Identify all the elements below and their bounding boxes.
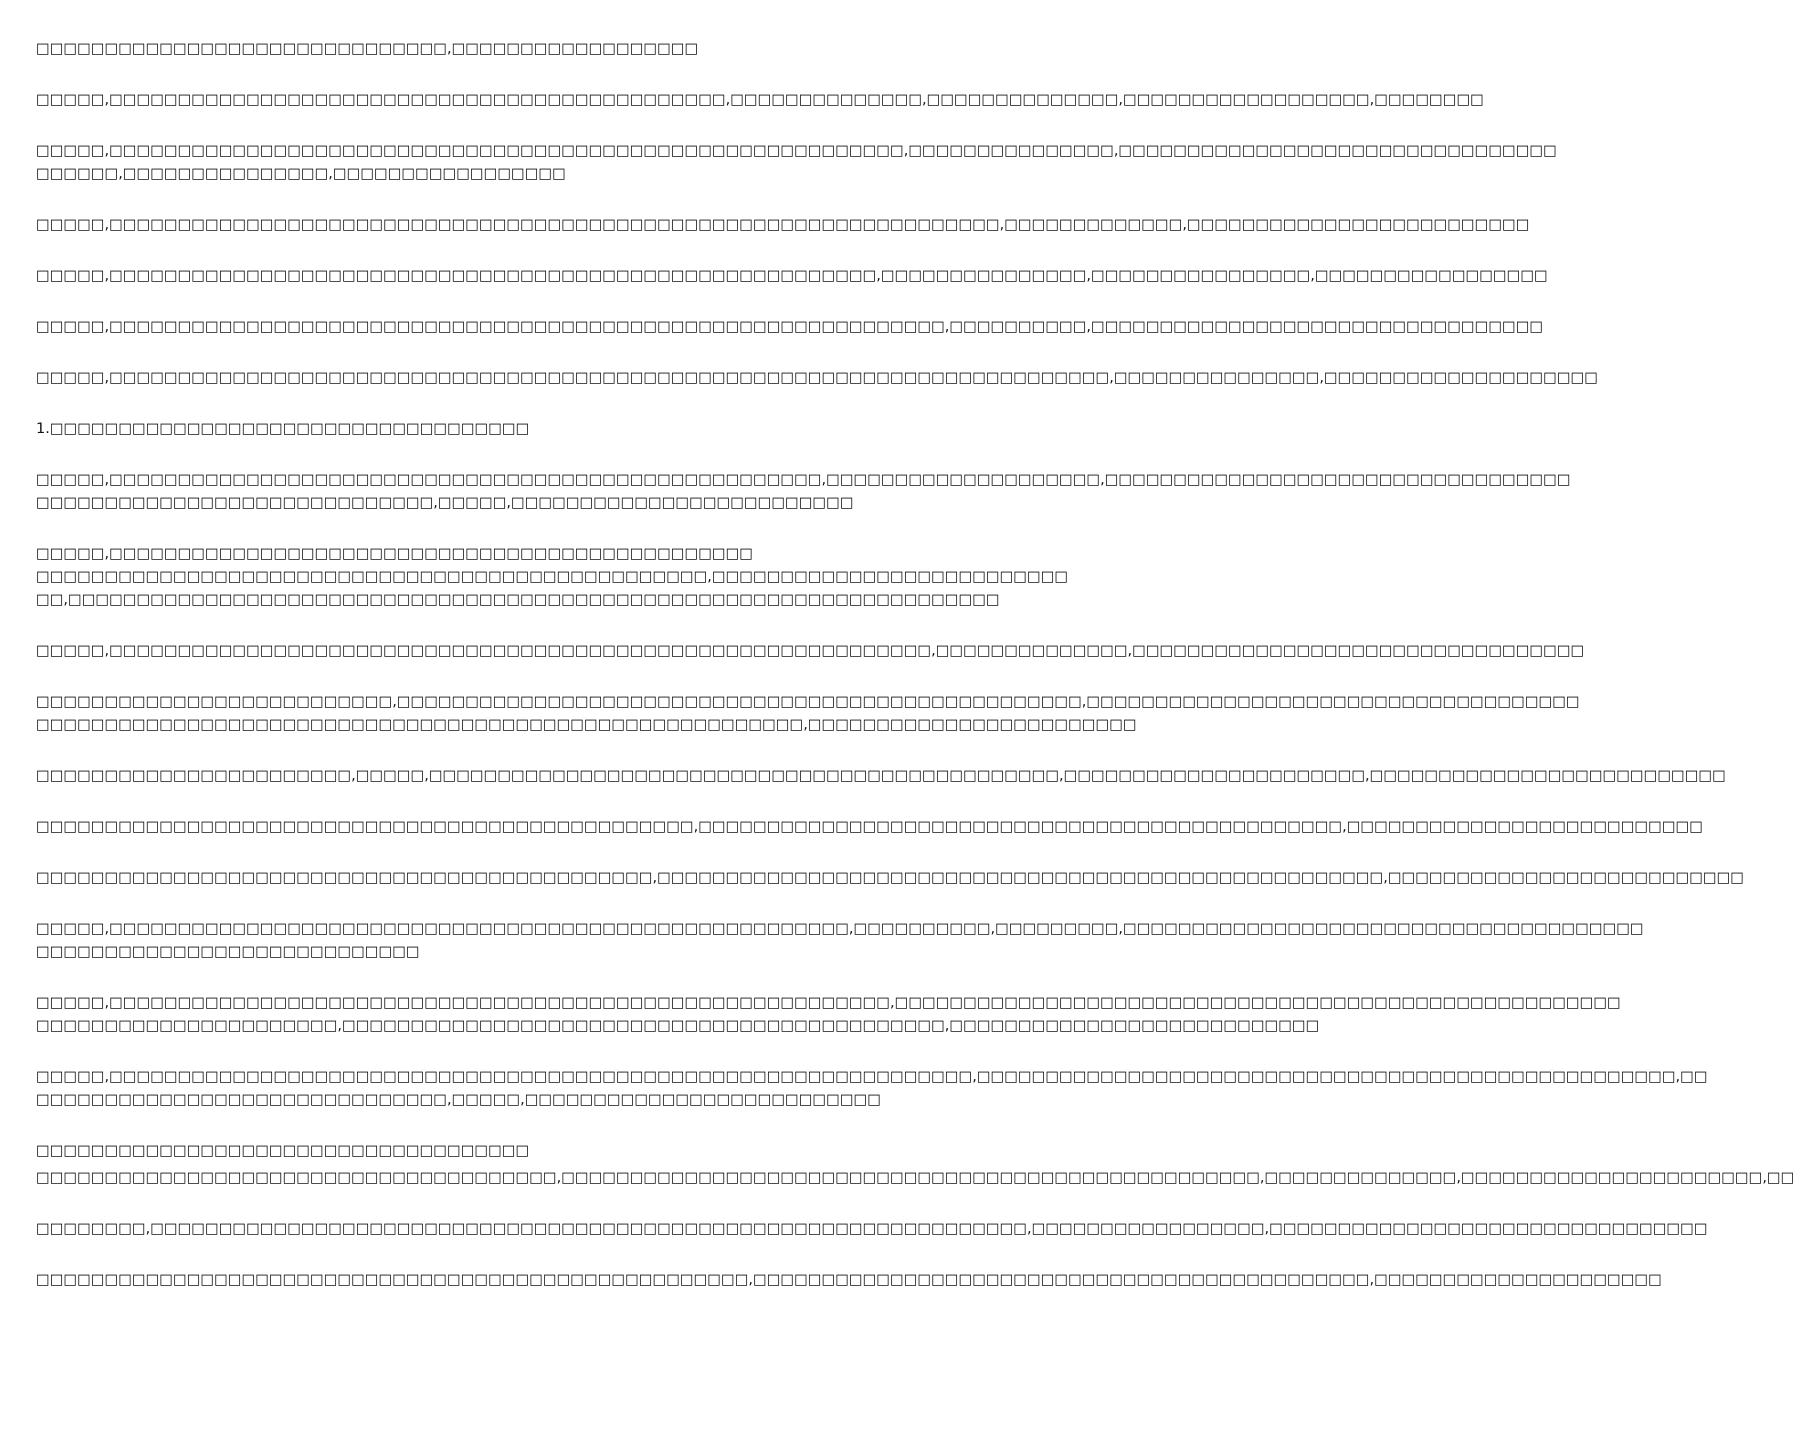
paragraph (36, 1167, 1794, 1190)
paragraph (36, 214, 1530, 237)
paragraph-line: □□□□□,□□□□□□□□□□□□□□□□□□□□□□□□□□□□□□□□□□□□□□□□□□□□□□□□□□□□□□□□□□□□,□□□□□□□□□□□□□□,□□□□□□□□□□□□□□□□□□□□□□□□□□□□□□□□□ (36, 643, 1585, 659)
paragraph-line: □□□□□□□□□□□□□□□□□□□□□□□□□□□□□□□□□□□□□□□□□□□□□□□□□□□□,□□□□□□□□□□□□□□□□□□□□□□□□□□□□□□□□□□□□□□□□□□□□□,□□□□□□□□□□□□□□□□□□□□□ (36, 1272, 1662, 1288)
paragraph (36, 418, 990, 441)
paragraph-line: □□□□□□□□□□□□□□□□□□□□□□□□□□□□□□□□□□□□□□,□□□□□□□□□□□□□□□□□□□□□□□□□□□□□□□□□□□□□□□□□□□□□□□□□□□,□□□□□□□□□□□□□□,□□□□□□□□□□□□□□□□□□□□□□,□□ (36, 1170, 1794, 1186)
paragraph-line: 1.□□□□□□□□□□□□□□□□□□□□□□□□□□□□□□□□□□□ (36, 421, 530, 437)
paragraph (36, 867, 1745, 890)
paragraph (36, 89, 1484, 112)
paragraph-line: □□□□□□□□□□□□□□□□□□□□□□□□□□□□ (36, 944, 420, 960)
paragraph (36, 316, 1544, 339)
paragraph-line: □□□□□,□□□□□□□□□□□□□□□□□□□□□□□□□□□□□□□□□□□□□□□□□□□□□□□□□□□□□□□□□□□□□□□□□□□□□□□□□,□□□□□□□□□□□□□□□,□□□□□□□□□□□□□□□□□□□□ (36, 370, 1598, 386)
paragraph-line: □□□□□□□□□□□□□□□□□□□□□□□□□□□□□□□□□□□□□□□□□□□□□,□□□□□□□□□□□□□□□□□□□□□□□□□□□□□□□□□□□□□□□□□□□□□□□□□□□□□,□□□□□□□□□□□□□□□□□□□□□□□□□□ (36, 870, 1745, 886)
paragraph-line: □□□□□□□□□□□□□□□□□□□□□□□□□□□□□□□□□□□□ (36, 1143, 530, 1159)
paragraph (36, 1269, 1662, 1292)
paragraph-line: □□□□□□□□□□□□□□□□□□□□□□□□□□□□□□□□□□□□□□□□□□□□□□□□□□□□□□□□,□□□□□□□□□□□□□□□□□□□□□□□□ (36, 717, 1137, 733)
paragraph (36, 140, 1557, 186)
paragraph-line: □□□□□□□□□□□□□□□□□□□□□□□□□□□□□□□□□□□□□□□□□□□□□□□□□,□□□□□□□□□□□□□□□□□□□□□□□□□□ (36, 569, 1069, 585)
paragraph-line: □□,□□□□□□□□□□□□□□□□□□□□□□□□□□□□□□□□□□□□□□□□□□□□□□□□□□□□□□□□□□□□□□□□□□□□ (36, 592, 1000, 608)
paragraph-line: □□□□□□□□□□□□□□□□□□□□□□□□□□□□□□□□□□□□□□□□□□□□□□□□,□□□□□□□□□□□□□□□□□□□□□□□□□□□□□□□□□□□□□□□□□□□□□□□,□□□□□□□□□□□□□□□□□□□□□□□□□□ (36, 819, 1703, 835)
paragraph-line: □□□□□,□□□□□□□□□□□□□□□□□□□□□□□□□□□□□□□□□□□□□□□□□□□□□□□□□□□□□□□□□□□□□□□□□,□□□□□□□□□□□□□,□□□□□□□□□□□□□□□□□□□□□□□□□ (36, 217, 1530, 233)
paragraph (36, 543, 1069, 612)
paragraph (36, 38, 990, 61)
paragraph-line: □□□□□□,□□□□□□□□□□□□□□□,□□□□□□□□□□□□□□□□□ (36, 166, 566, 182)
paragraph-line: □□□□□,□□□□□□□□□□□□□□□□□□□□□□□□□□□□□□□□□□□□□□□□□□□□□□□ (36, 546, 754, 562)
paragraph (36, 918, 1644, 964)
paragraph (36, 691, 1580, 737)
paragraph (36, 640, 1585, 663)
paragraph-line: □□□□□□□□□□□□□□□□□□□□□□□,□□□□□,□□□□□□□□□□□□□□□□□□□□□□□□□□□□□□□□□□□□□□□□□□□□□□,□□□□□□□□□□□□□□□□□□□□□□,□□□□□□□□□□□□□□□□□□□□□□□□□□ (36, 768, 1726, 784)
paragraph-line: □□□□□□□□□□□□□□□□□□□□□□□□□□□□□□,□□□□□,□□□□□□□□□□□□□□□□□□□□□□□□□□ (36, 1092, 881, 1108)
paragraph (36, 1218, 1708, 1241)
paragraph-line: □□□□□,□□□□□□□□□□□□□□□□□□□□□□□□□□□□□□□□□□□□□□□□□□□□□□□□□□□□□□,□□□□□□□□□□,□□□□□□□□□,□□□□□□□□□□□□□□□□□□□□□□□□□□□□□□□□□□□□□□ (36, 921, 1644, 937)
paragraph-line: □□□□□□□□□□□□□□□□□□□□□□□□□□□□□,□□□□□,□□□□□□□□□□□□□□□□□□□□□□□□□ (36, 495, 854, 511)
paragraph (36, 765, 1726, 788)
paragraph-line: □□□□□□□□□□□□□□□□□□□□□□□□□□,□□□□□□□□□□□□□□□□□□□□□□□□□□□□□□□□□□□□□□□□□□□□□□□□□□,□□□□□□□□□□□□□□□□□□□□□□□□□□□□□□□□□□□□ (36, 694, 1580, 710)
paragraph-line: □□□□□□□□,□□□□□□□□□□□□□□□□□□□□□□□□□□□□□□□□□□□□□□□□□□□□□□□□□□□□□□□□□□□□□□□□,□□□□□□□□□□□□□□□□□,□□□□□□□□□□□□□□□□□□□□□□□□□□□□□□□□ (36, 1221, 1708, 1237)
document-body (36, 38, 1794, 1320)
paragraph-line: □□□□□,□□□□□□□□□□□□□□□□□□□□□□□□□□□□□□□□□□□□□□□□□□□□□□□□□□□□□□□□□□□□□,□□□□□□□□□□,□□□□□□□□□□□□□□□□□□□□□□□□□□□□□□□□□ (36, 319, 1544, 335)
paragraph (36, 1066, 1708, 1112)
paragraph-line: □□□□□,□□□□□□□□□□□□□□□□□□□□□□□□□□□□□□□□□□□□□□□□□□□□□,□□□□□□□□□□□□□□,□□□□□□□□□□□□□□,□□□□□□□□□□□□□□□□□□,□□□□□□□□ (36, 92, 1484, 108)
paragraph (36, 265, 1548, 288)
paragraph-line: □□□□□□□□□□□□□□□□□□□□□□□□□□□□□□,□□□□□□□□□□□□□□□□□□ (36, 41, 699, 57)
paragraph (36, 367, 1598, 390)
paragraph (36, 469, 1571, 515)
paragraph-line: □□□□□,□□□□□□□□□□□□□□□□□□□□□□□□□□□□□□□□□□□□□□□□□□□□□□□□□□□□□□□□,□□□□□□□□□□□□□□□,□□□□□□□□□□□□□□□□,□□□□□□□□□□□□□□□□□ (36, 268, 1548, 284)
paragraph-line: □□□□□,□□□□□□□□□□□□□□□□□□□□□□□□□□□□□□□□□□□□□□□□□□□□□□□□□□□□□□□□□,□□□□□□□□□□□□□□□□□□□□□□□□□□□□□□□□□□□□□□□□□□□□□□□□□□□□□ (36, 995, 1621, 1011)
paragraph (36, 1140, 990, 1163)
paragraph (36, 816, 1703, 839)
paragraph-line: □□□□□□□□□□□□□□□□□□□□□□,□□□□□□□□□□□□□□□□□□□□□□□□□□□□□□□□□□□□□□□□□□□□,□□□□□□□□□□□□□□□□□□□□□□□□□□□ (36, 1018, 1320, 1034)
paragraph-line: □□□□□,□□□□□□□□□□□□□□□□□□□□□□□□□□□□□□□□□□□□□□□□□□□□□□□□□□□□□□□□□□,□□□□□□□□□□□□□□□,□□□□□□□□□□□□□□□□□□□□□□□□□□□□□□□□ (36, 143, 1557, 159)
paragraph-line: □□□□□,□□□□□□□□□□□□□□□□□□□□□□□□□□□□□□□□□□□□□□□□□□□□□□□□□□□□,□□□□□□□□□□□□□□□□□□□□,□□□□□□□□□□□□□□□□□□□□□□□□□□□□□□□□□□ (36, 472, 1571, 488)
paragraph-line: □□□□□,□□□□□□□□□□□□□□□□□□□□□□□□□□□□□□□□□□□□□□□□□□□□□□□□□□□□□□□□□□□□□□□,□□□□□□□□□□□□□□□□□□□□□□□□□□□□□□□□□□□□□□□□□□□□□□□□□□□,□□ (36, 1069, 1708, 1085)
paragraph (36, 992, 1621, 1038)
